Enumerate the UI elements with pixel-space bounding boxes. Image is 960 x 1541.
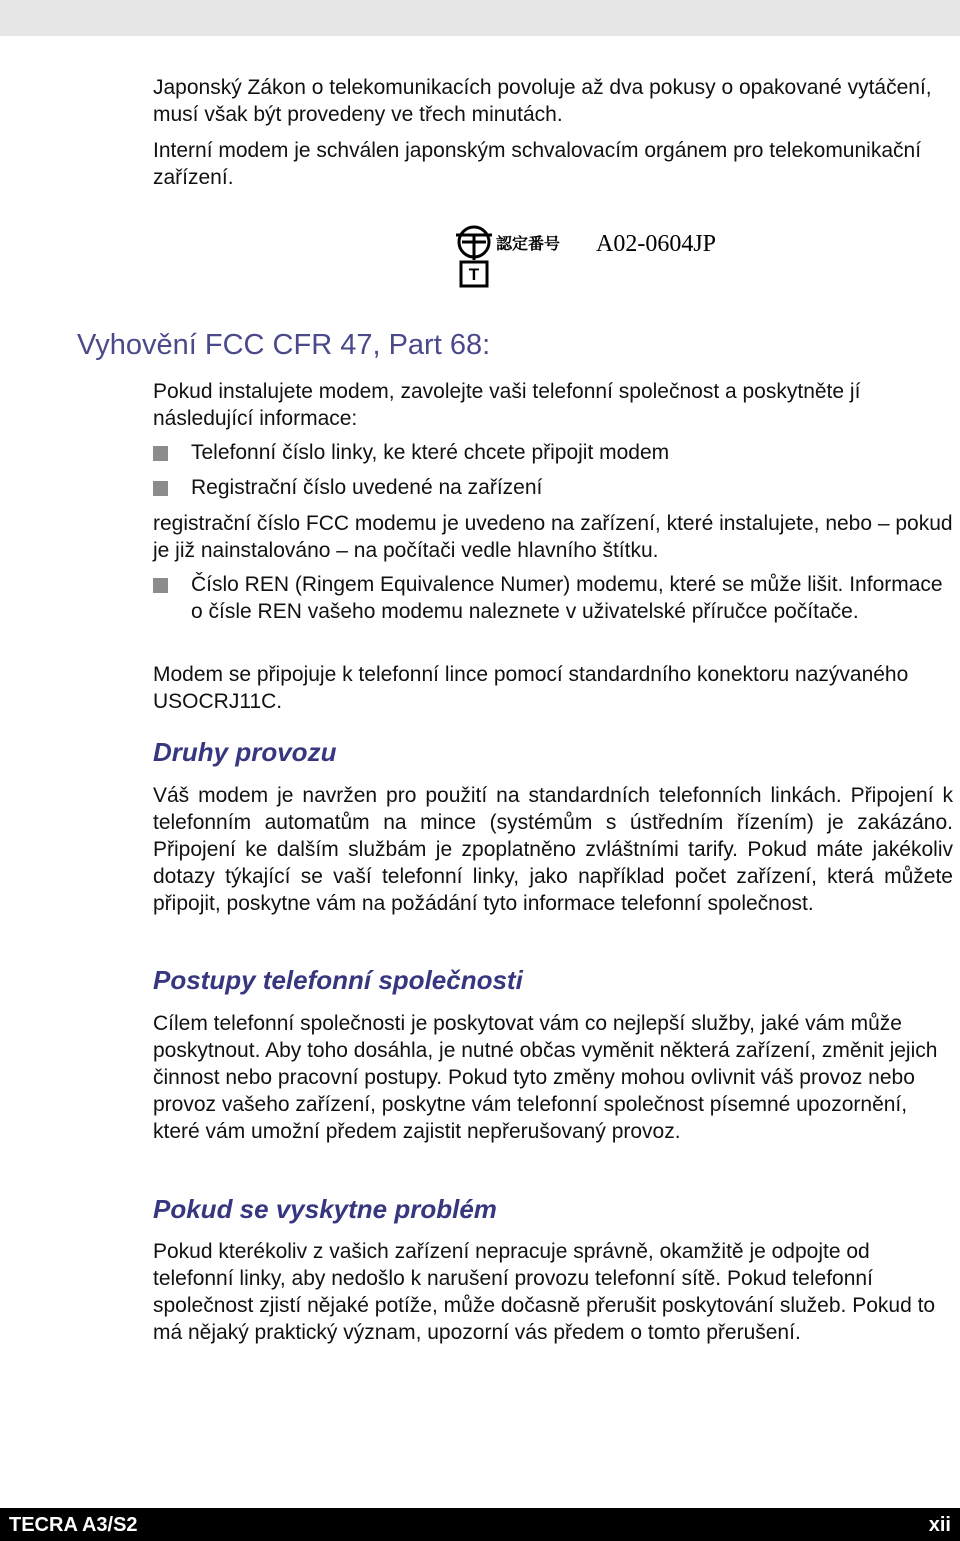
page-top-band bbox=[0, 0, 960, 36]
fcc-connector-paragraph: Modem se připojuje k telefonní lince pomocí standardního konektoru nazývaného USOCRJ11C. bbox=[153, 663, 909, 713]
intro-paragraph-2: Interní modem je schválen japonským schvalovacím orgánem pro telekomunikační zařízení. bbox=[153, 139, 922, 189]
footer-model: TECRA A3/S2 bbox=[9, 1514, 138, 1536]
section-heading-druhy: Druhy provozu bbox=[153, 737, 337, 767]
section-heading-problem: Pokud se vyskytne problém bbox=[153, 1194, 497, 1224]
list-item: Telefonní číslo linky, ke které chcete připojit modem bbox=[153, 439, 953, 466]
approval-mark bbox=[450, 220, 750, 292]
japan-approval-mark-icon bbox=[450, 220, 750, 292]
footer-page-number: xii bbox=[928, 1514, 951, 1536]
section-body-postupy: Cílem telefonní společnosti je poskytovat vám co nejlepší služby, jaké vám může poskytnout. Aby toho dosáhla, je nutné občas vyměnit některá zařízení, změnit jejich činnost nebo pracovní postupy. Pokud tyto změny mohou ovlivnit váš provoz nebo provoz vašeho zařízení, poskytne vám telefonní společnost písemné upozornění, které vám umožní předem zajistit nepřerušovaný provoz. bbox=[153, 1012, 938, 1143]
fcc-registration-paragraph: registrační číslo FCC modemu je uvedeno na zařízení, které instalujete, nebo – pokud je již nainstalováno – na počítači vedle hlavního štítku. bbox=[153, 512, 953, 562]
list-item: Registrační číslo uvedené na zařízení bbox=[153, 474, 953, 501]
fcc-heading: Vyhovění FCC CFR 47, Part 68: bbox=[77, 329, 491, 361]
page-footer bbox=[0, 1508, 960, 1541]
intro-paragraph-1: Japonský Zákon o telekomunikacích povoluje až dva pokusy o opakované vytáčení, musí však být provedeny ve třech minutách. bbox=[153, 76, 932, 126]
bullet-square-icon bbox=[153, 446, 168, 461]
section-heading-postupy: Postupy telefonní společnosti bbox=[153, 965, 523, 995]
approval-mark-label: 認定番号 bbox=[496, 234, 561, 253]
approval-mark-letter: T bbox=[468, 265, 480, 284]
approval-number: A02-0604JP bbox=[596, 231, 717, 257]
list-item: Číslo REN (Ringem Equivalence Numer) modemu, které se může lišit. Informace o čísle REN vašeho modemu naleznete v uživatelské příručce počítače. bbox=[153, 571, 953, 625]
bullet-square-icon bbox=[153, 481, 168, 496]
bullet-square-icon bbox=[153, 578, 168, 593]
section-body-druhy: Váš modem je navržen pro použití na standardních telefonních linkách. Připojení k telefonním automatům na mince (systémům s ústředním řízením) je zakázáno. Připojení ke dalším službám je zpoplatněno zvláštními tarify. Pokud máte jakékoliv dotazy týkající se vaší telefonní linky, jako například počet zařízení, která můžete připojit, poskytne vám na požádání tyto informace telefonní společnost. bbox=[153, 784, 953, 915]
section-body-problem: Pokud kterékoliv z vašich zařízení nepracuje správně, okamžitě je odpojte od telefonní linky, aby nedošlo k narušení provozu telefonní sítě. Pokud telefonní společnost zjistí nějaké potíže, může dočasně přerušit poskytování služeb. Pokud to má nějaký praktický význam, upozorní vás předem o tomto přerušení. bbox=[153, 1240, 936, 1344]
fcc-intro: Pokud instalujete modem, zavolejte vaši telefonní společnost a poskytněte jí následující informace: bbox=[153, 380, 861, 430]
